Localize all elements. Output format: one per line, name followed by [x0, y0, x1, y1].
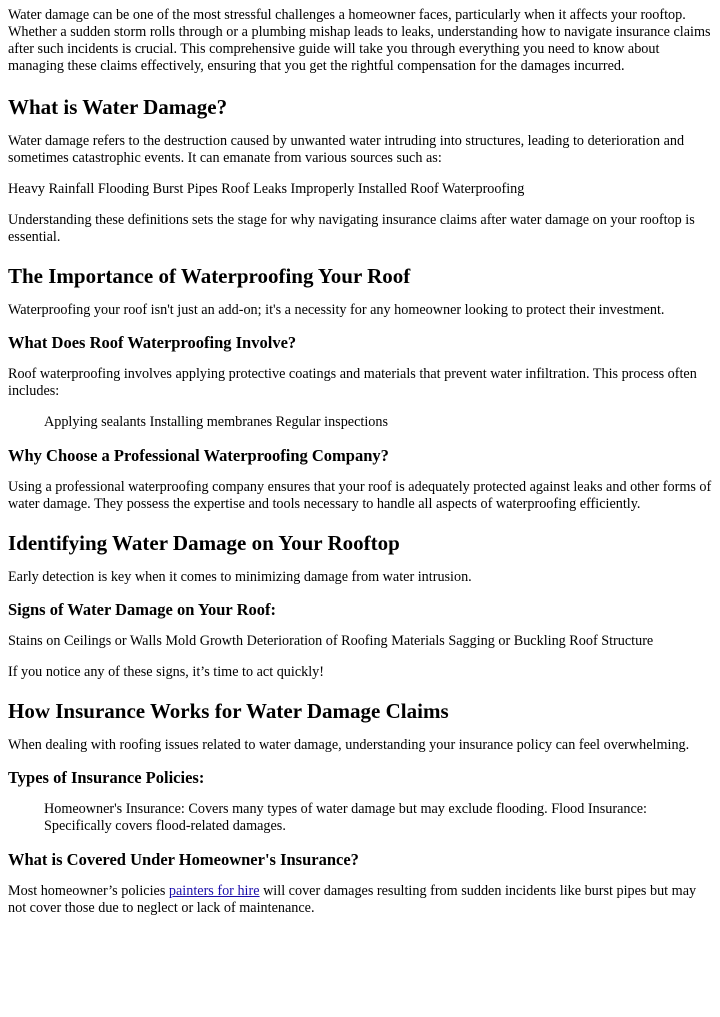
heading-identifying-water-damage: Identifying Water Damage on Your Rooftop: [8, 531, 400, 555]
heading-insurance-claims: How Insurance Works for Water Damage Claims: [8, 699, 449, 723]
subheading-policy-types: Types of Insurance Policies:: [8, 768, 205, 787]
intro-paragraph: Water damage can be one of the most stressful challenges a homeowner faces, particularly when it affects your rooftop. Whether a sudden storm rolls through or a plumbing mishap leads to leaks, understanding how to navigate insurance claims after such incidents is crucial. This comprehensive guide will take you through everything you need to know about managing these claims effectively, ensuring that you get the rightful compensation for the damages incurred.: [8, 7, 711, 74]
subheading-signs-of-damage: Signs of Water Damage on Your Roof:: [8, 600, 276, 619]
paragraph-homeowner-coverage: [8, 883, 712, 917]
subheading-professional-company: Why Choose a Professional Waterproofing Company?: [8, 446, 389, 465]
paragraph-waterproofing-necessity: Waterproofing your roof isn't just an add-on; it's a necessity for any homeowner looking to protect their investment.: [8, 302, 665, 318]
paragraph-waterproofing-process: Roof waterproofing involves applying protective coatings and materials that prevent water infiltration. This process often includes:: [8, 366, 697, 399]
list-policy-types: Homeowner's Insurance: Covers many types of water damage but may exclude flooding. Flood Insurance: Specifically covers flood-related damages.: [44, 801, 647, 834]
list-waterproofing-steps: Applying sealants Installing membranes Regular inspections: [44, 414, 388, 430]
paragraph-early-detection: Early detection is key when it comes to minimizing damage from water intrusion.: [8, 569, 472, 585]
paragraph-water-damage-definition: Water damage refers to the destruction caused by unwanted water intruding into structures, leading to deterioration and sometimes catastrophic events. It can emanate from various sources such as:: [8, 133, 685, 166]
subheading-waterproofing-involves: What Does Roof Waterproofing Involve?: [8, 333, 297, 352]
coverage-text-end: will cover damages resulting from sudden incidents like burst pipes but may not cover those due to neglect or lack of maintenance.: [8, 883, 697, 916]
subheading-homeowner-coverage: What is Covered Under Homeowner's Insurance?: [8, 850, 359, 869]
paragraph-insurance-overview: When dealing with roofing issues related to water damage, understanding your insurance policy can feel overwhelming.: [8, 737, 690, 753]
coverage-text-start: Most homeowner’s policies: [8, 883, 169, 899]
paragraph-professional-company: Using a professional waterproofing company ensures that your roof is adequately protected against leaks and other forms of water damage. They possess the expertise and tools necessary to handle all aspects of waterproofing efficiently.: [8, 479, 712, 512]
heading-importance-of-waterproofing: The Importance of Waterproofing Your Roof: [8, 264, 411, 288]
list-water-damage-sources: Heavy Rainfall Flooding Burst Pipes Roof Leaks Improperly Installed Roof Waterproofing: [8, 181, 525, 197]
painters-for-hire-link[interactable]: painters for hire: [168, 883, 260, 899]
paragraph-definitions-summary: Understanding these definitions sets the stage for why navigating insurance claims after water damage on your rooftop is essential.: [8, 212, 695, 245]
list-damage-signs: Stains on Ceilings or Walls Mold Growth Deterioration of Roofing Materials Sagging or Buckling Roof Structure: [8, 633, 654, 649]
heading-what-is-water-damage: What is Water Damage?: [8, 95, 228, 119]
paragraph-act-quickly: If you notice any of these signs, it’s time to act quickly!: [8, 664, 324, 680]
